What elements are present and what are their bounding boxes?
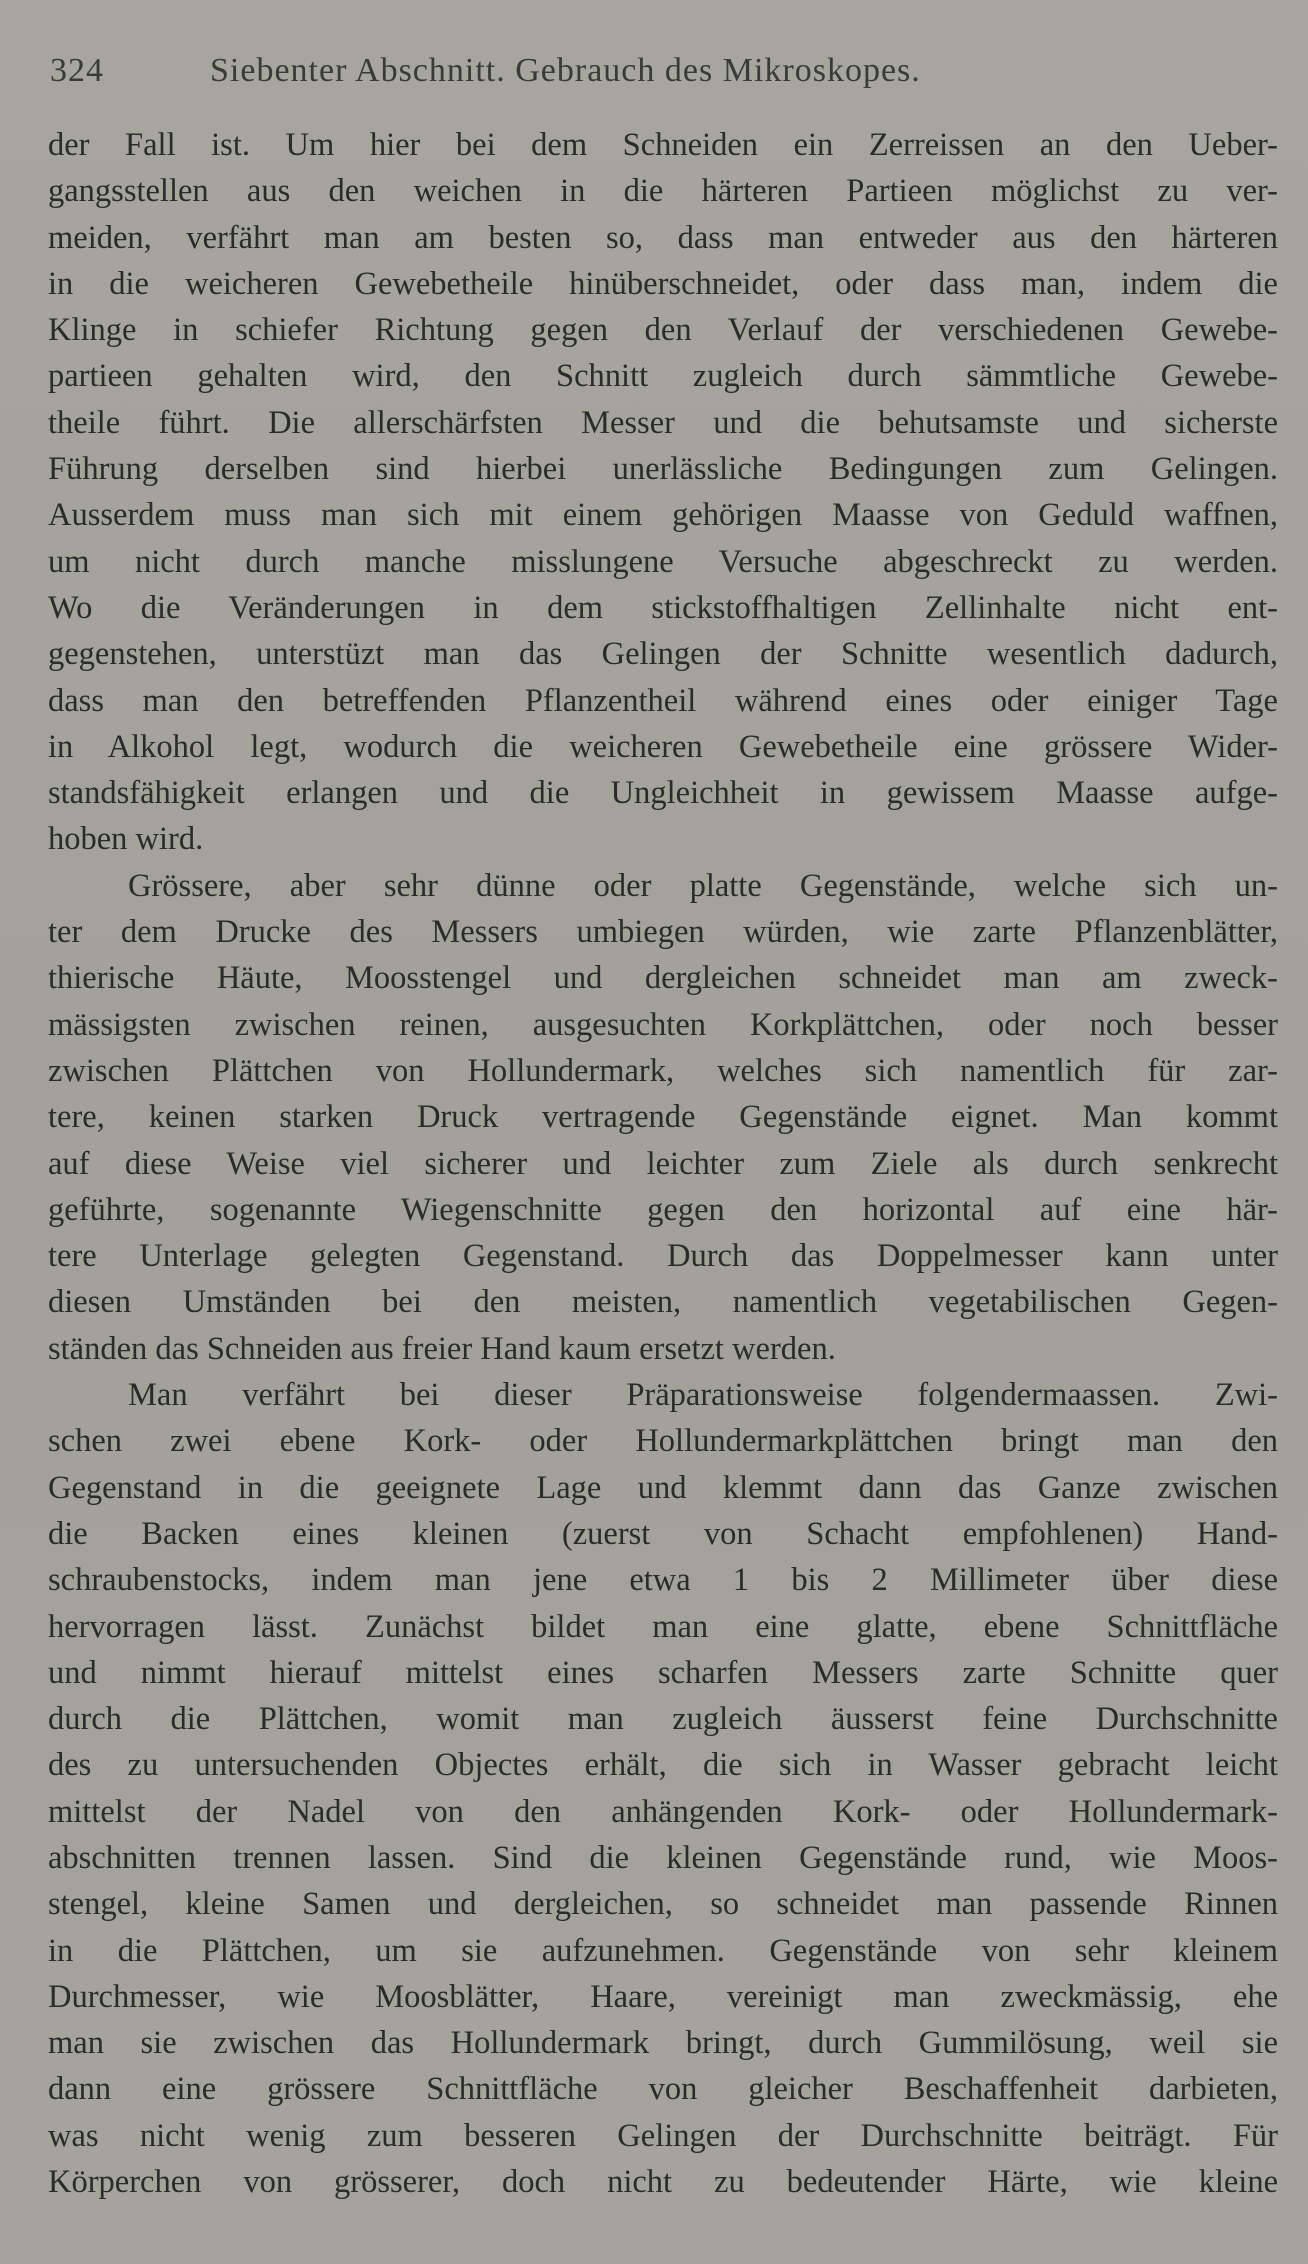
text-line: stengel, kleine Samen und dergleichen, so schneidet man passende Rinnen — [48, 1886, 1278, 1923]
text-line: schen zwei ebene Kork- oder Hollundermarkplättchen bringt man den — [48, 1423, 1278, 1460]
page-number: 324 — [50, 52, 104, 89]
text-line: Körperchen von grösserer, doch nicht zu bedeutender Härte, wie kleine — [48, 2164, 1278, 2201]
text-line: hervorragen lässt. Zunächst bildet man eine glatte, ebene Schnittfläche — [48, 1608, 1278, 1645]
text-line: Wo die Veränderungen in dem stickstoffhaltigen Zellinhalte nicht ent- — [48, 589, 1278, 626]
text-line: Man verfährt bei dieser Präparationsweise folgendermaassen. Zwi- — [128, 1377, 1278, 1414]
text-line: und nimmt hierauf mittelst eines scharfen Messers zarte Schnitte quer — [48, 1654, 1278, 1691]
text-line: durch die Plättchen, womit man zugleich äusserst feine Durchschnitte — [48, 1701, 1278, 1738]
text-line: auf diese Weise viel sicherer und leichter zum Ziele als durch senkrecht — [48, 1145, 1278, 1182]
text-line: Klinge in schiefer Richtung gegen den Verlauf der verschiedenen Gewebe- — [48, 312, 1278, 349]
running-title: Siebenter Abschnitt. Gebrauch des Mikroskopes. — [210, 52, 921, 89]
text-line: man sie zwischen das Hollundermark bringt, durch Gummilösung, weil sie — [48, 2025, 1278, 2062]
text-line: in die Plättchen, um sie aufzunehmen. Gegenstände von sehr kleinem — [48, 1932, 1278, 1969]
text-line: was nicht wenig zum besseren Gelingen der Durchschnitte beiträgt. Für — [48, 2117, 1278, 2154]
body-text — [48, 122, 1278, 2205]
text-line: dann eine grössere Schnittfläche von gleicher Beschaffenheit darbieten, — [48, 2071, 1278, 2108]
text-line: abschnitten trennen lassen. Sind die kleinen Gegenstände rund, wie Moos- — [48, 1839, 1278, 1876]
text-line: dass man den betreffenden Pflanzentheil während eines oder einiger Tage — [48, 682, 1278, 719]
text-line: die Backen eines kleinen (zuerst von Schacht empfohlenen) Hand- — [48, 1515, 1278, 1552]
text-line: in die weicheren Gewebetheile hinüberschneidet, oder dass man, indem die — [48, 265, 1278, 302]
text-line: in Alkohol legt, wodurch die weicheren Gewebetheile eine grössere Wider- — [48, 728, 1278, 765]
text-line: Gegenstand in die geeignete Lage und klemmt dann das Ganze zwischen — [48, 1469, 1278, 1506]
text-line: thierische Häute, Moosstengel und dergleichen schneidet man am zweck- — [48, 960, 1278, 997]
text-line: ständen das Schneiden aus freier Hand kaum ersetzt werden. — [48, 1330, 836, 1367]
text-line: partieen gehalten wird, den Schnitt zugleich durch sämmtliche Gewebe- — [48, 358, 1278, 395]
text-line: geführte, sogenannte Wiegenschnitte gegen den horizontal auf eine här- — [48, 1191, 1278, 1228]
text-line: ter dem Drucke des Messers umbiegen würden, wie zarte Pflanzenblätter, — [48, 914, 1278, 951]
text-line: mässigsten zwischen reinen, ausgesuchten Korkplättchen, oder noch besser — [48, 1006, 1278, 1043]
page-header — [50, 52, 1260, 102]
text-line: der Fall ist. Um hier bei dem Schneiden ein Zerreissen an den Ueber- — [48, 127, 1278, 163]
text-line: diesen Umständen bei den meisten, namentlich vegetabilischen Gegen- — [48, 1284, 1278, 1321]
text-line: standsfähigkeit erlangen und die Ungleichheit in gewissem Maasse aufge- — [48, 775, 1278, 812]
text-line: hoben wird. — [48, 821, 204, 858]
text-line: Ausserdem muss man sich mit einem gehörigen Maasse von Geduld waffnen, — [48, 497, 1278, 534]
text-line: meiden, verfährt man am besten so, dass man entweder aus den härteren — [48, 219, 1278, 256]
text-line: tere Unterlage gelegten Gegenstand. Durch das Doppelmesser kann unter — [48, 1238, 1278, 1275]
text-line: Führung derselben sind hierbei unerlässliche Bedingungen zum Gelingen. — [48, 451, 1278, 488]
text-line: schraubenstocks, indem man jene etwa 1 bis 2 Millimeter über diese — [48, 1562, 1278, 1599]
text-line: zwischen Plättchen von Hollundermark, welches sich namentlich für zar- — [48, 1052, 1278, 1089]
text-line: gangsstellen aus den weichen in die härteren Partieen möglichst zu ver- — [48, 173, 1278, 210]
text-line: Durchmesser, wie Moosblätter, Haare, vereinigt man zweckmässig, ehe — [48, 1978, 1278, 2015]
text-line: Grössere, aber sehr dünne oder platte Gegenstände, welche sich un- — [128, 867, 1278, 904]
text-line: um nicht durch manche misslungene Versuche abgeschreckt zu werden. — [48, 543, 1278, 580]
text-line: des zu untersuchenden Objectes erhält, die sich in Wasser gebracht leicht — [48, 1747, 1278, 1784]
text-line: tere, keinen starken Druck vertragende Gegenstände eignet. Man kommt — [48, 1099, 1278, 1136]
text-line: theile führt. Die allerschärfsten Messer und die behutsamste und sicherste — [48, 404, 1278, 441]
text-line: gegenstehen, unterstüzt man das Gelingen der Schnitte wesentlich dadurch, — [48, 636, 1278, 673]
text-line: mittelst der Nadel von den anhängenden Kork- oder Hollundermark- — [48, 1793, 1278, 1830]
